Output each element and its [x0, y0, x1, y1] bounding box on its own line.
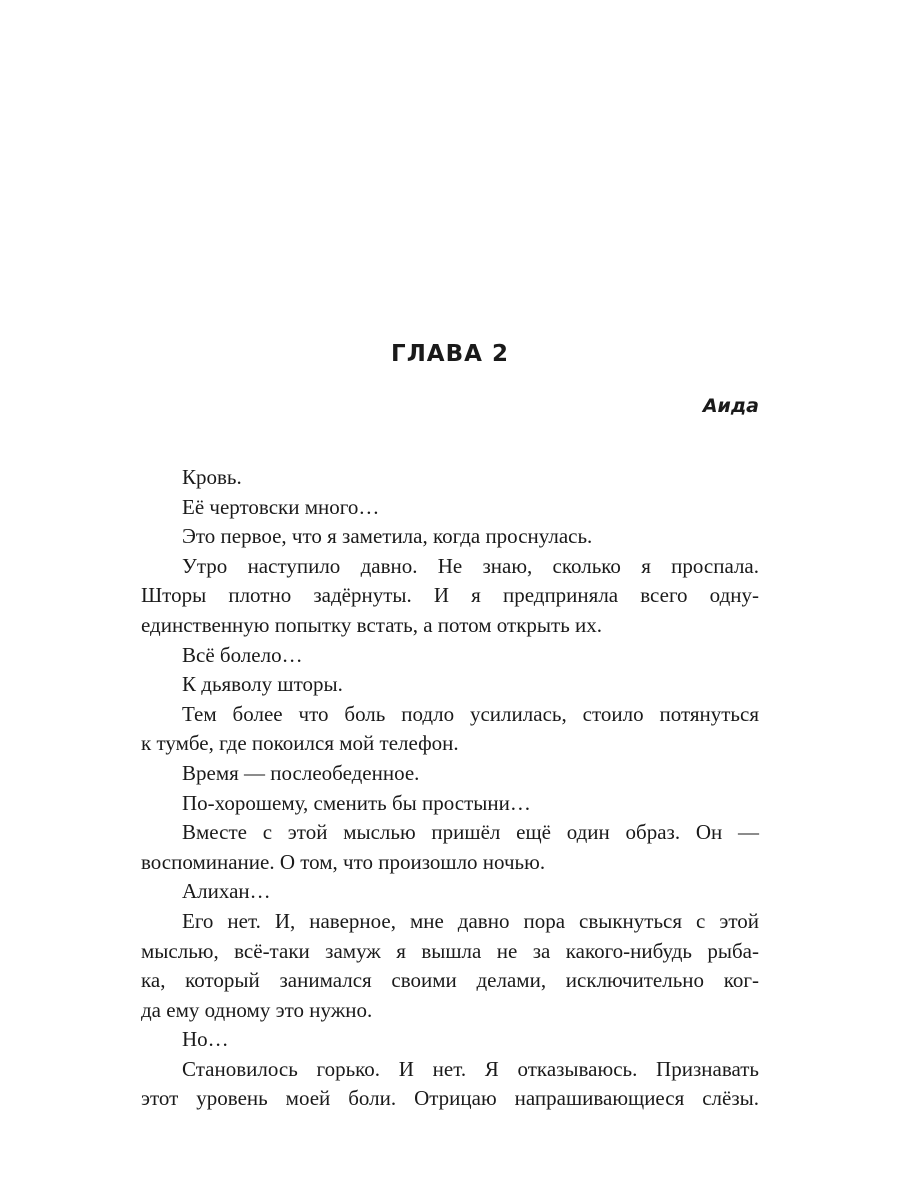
text-line: мыслью, всё-таки замуж я вышла не за какого-нибудь рыба- [141, 938, 759, 963]
text-line: Тем более что боль подло усилилась, стоило потянуться [182, 701, 759, 726]
text-line: Его нет. И, наверное, мне давно пора свыкнуться с этой [182, 908, 759, 933]
text-line: Кровь. [182, 465, 242, 489]
text-line: К дьяволу шторы. [182, 672, 343, 697]
paragraph [141, 1025, 759, 1055]
text-line: единственную попытку встать, а потом открыть их. [141, 612, 603, 637]
text-line: Вместе с этой мыслью пришёл ещё один образ. Он — [182, 820, 759, 845]
text-line: Становилось горько. И нет. Я отказываюсь. Признавать [182, 1056, 759, 1081]
paragraph [141, 552, 759, 641]
paragraph [141, 522, 759, 552]
paragraph [141, 818, 759, 877]
paragraph [141, 907, 759, 1025]
text-line: Алихан… [182, 879, 271, 904]
paragraph [141, 493, 759, 523]
chapter-title: ГЛАВА 2 [391, 341, 509, 367]
text-line: Всё болело… [182, 642, 303, 667]
paragraph [141, 1055, 759, 1114]
text-line: По-хорошему, сменить бы простыни… [182, 790, 531, 815]
text-line: Утро наступило давно. Не знаю, сколько я проспала. [182, 553, 759, 578]
text-line: воспоминание. О том, что произошло ночью. [141, 849, 546, 874]
text-line: Её чертовски много… [182, 494, 380, 519]
text-line: Но… [182, 1027, 229, 1052]
paragraph [141, 641, 759, 671]
paragraph [141, 700, 759, 759]
paragraph [141, 877, 759, 907]
text-line: Шторы плотно задёрнуты. И я предприняла всего одну- [141, 583, 759, 608]
chapter-pov-name: Аида [702, 395, 759, 417]
paragraph [141, 463, 759, 493]
paragraph [141, 670, 759, 700]
text-line: ка, который занимался своими делами, исключительно ког- [141, 968, 759, 993]
paragraph [141, 759, 759, 789]
text-line: к тумбе, где покоился мой телефон. [141, 731, 459, 756]
text-line: Это первое, что я заметила, когда проснулась. [182, 524, 593, 549]
text-line: Время — послеобеденное. [182, 760, 420, 785]
text-line: да ему одному это нужно. [141, 997, 373, 1022]
body-text [141, 463, 759, 1114]
paragraph [141, 789, 759, 819]
text-line: этот уровень моей боли. Отрицаю напрашивающиеся слёзы. [141, 1086, 759, 1111]
